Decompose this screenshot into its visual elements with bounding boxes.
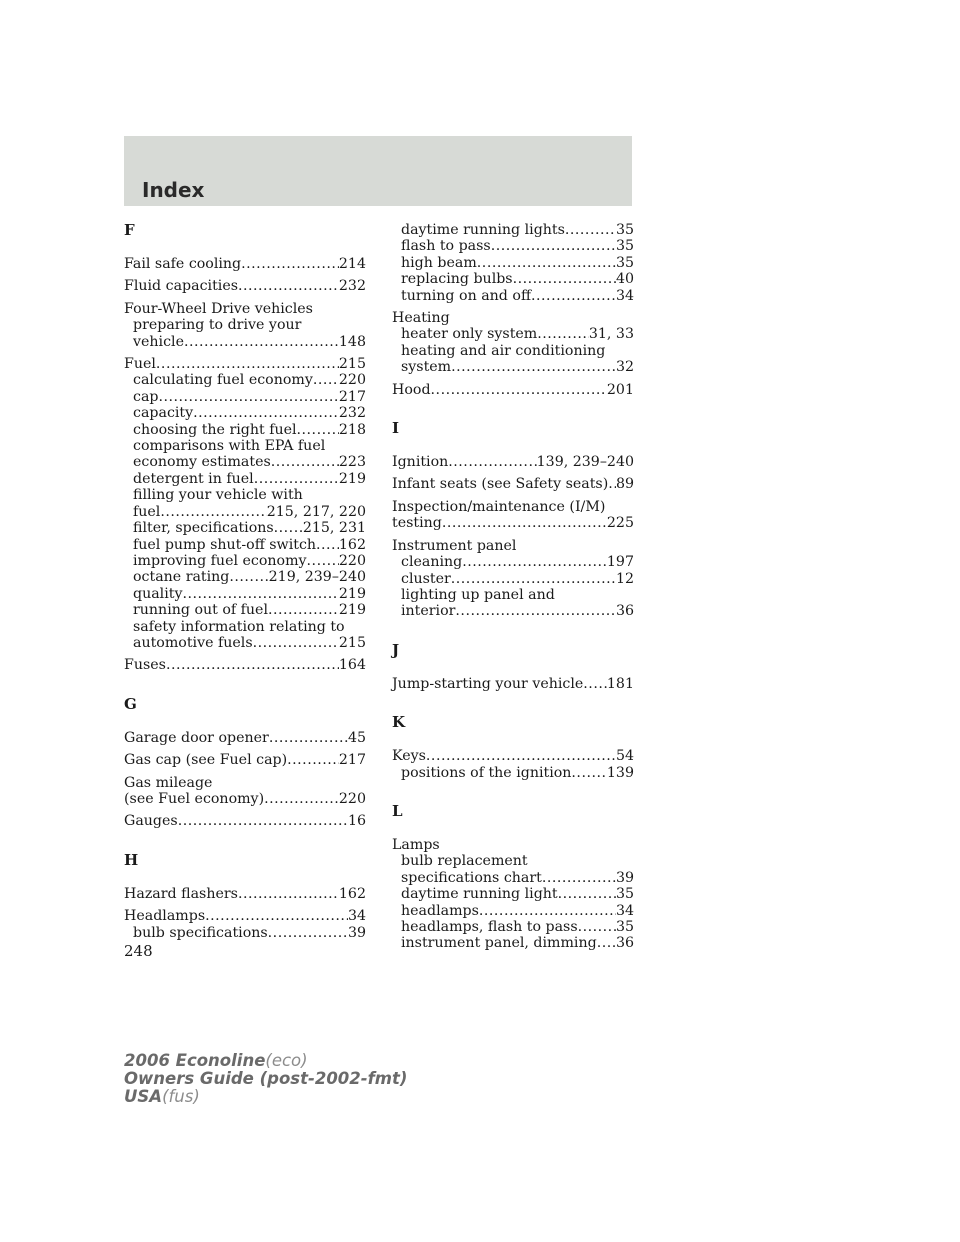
entry-page: 35 — [615, 238, 634, 255]
section-letter-l: L — [392, 801, 403, 820]
entry-subline — [124, 405, 366, 421]
index-entry — [124, 813, 366, 829]
entry-term: daytime running lights — [401, 222, 565, 238]
entry-term: filling your vehicle with — [133, 487, 303, 504]
entry-term: headlamps — [401, 902, 479, 919]
entry-subline — [124, 504, 366, 520]
entry-page: 214 — [338, 256, 366, 272]
entry-term: specifications chart — [401, 869, 542, 886]
index-column-right — [392, 222, 634, 958]
entry-page: 219, 239–240 — [268, 569, 366, 586]
entry-term: turning on and off — [401, 287, 532, 304]
entry-line — [392, 837, 634, 853]
entry-term: Four-Wheel Drive vehicles — [124, 300, 313, 317]
entry-page: 45 — [347, 729, 366, 746]
entry-subline — [124, 438, 366, 454]
entry-line — [124, 301, 366, 317]
entry-term: Fuel — [124, 356, 156, 373]
document-footer — [124, 1052, 407, 1106]
entry-page: 223 — [338, 454, 366, 471]
entry-term: Heating — [392, 310, 450, 327]
index-column-left — [124, 222, 366, 947]
index-entry — [124, 278, 366, 294]
entry-subline — [392, 359, 634, 375]
entry-page: 32 — [615, 359, 634, 376]
footer-guide: Owners Guide (post-2002-fmt) — [124, 1069, 408, 1088]
entry-page: 217 — [338, 752, 366, 769]
footer-market: USA — [124, 1087, 163, 1106]
index-entry — [124, 301, 366, 350]
entry-term: Ignition — [392, 454, 449, 471]
entry-term: fuel — [133, 503, 161, 520]
entry-page: 89 — [615, 476, 634, 493]
entry-term: Lamps — [392, 836, 440, 853]
entry-term: Headlamps — [124, 908, 206, 925]
entry-subline — [124, 389, 366, 405]
entry-term: preparing to drive your — [133, 317, 302, 334]
entry-page: 54 — [615, 748, 634, 765]
entry-page: 35 — [615, 886, 634, 903]
entry-subline — [392, 571, 634, 587]
entry-term: heating and air conditioning — [401, 342, 606, 359]
entry-term: daytime running light — [401, 886, 558, 903]
entry-line — [124, 356, 366, 372]
footer-model: 2006 Econoline — [124, 1051, 266, 1070]
entry-subline — [124, 602, 366, 618]
entry-subline — [124, 537, 366, 553]
entry-line — [392, 454, 634, 470]
entry-page: 220 — [338, 372, 366, 389]
entry-page: 201 — [606, 381, 634, 398]
entry-subline — [124, 520, 366, 536]
entry-page: 215, 231 — [302, 520, 366, 537]
entry-term: calculating fuel economy — [133, 372, 313, 389]
entry-page: 232 — [338, 278, 366, 295]
entry-subline — [392, 343, 634, 359]
section-letter-k: K — [392, 713, 406, 732]
entry-term: testing — [392, 515, 442, 532]
section-letter-i: I — [392, 419, 400, 438]
entry-term: filter, specifications — [133, 520, 274, 537]
index-entry — [392, 382, 634, 398]
entry-line — [392, 748, 634, 764]
entry-page: 139 — [606, 764, 634, 781]
entry-page: 148 — [338, 333, 366, 350]
entry-line — [392, 676, 634, 692]
entry-term: capacity — [133, 405, 194, 422]
index-entry — [392, 538, 634, 620]
entry-term: Infant seats (see Safety seats) — [392, 476, 609, 493]
entry-term: detergent in fuel — [133, 470, 254, 487]
entry-term: comparisons with EPA fuel — [133, 438, 326, 455]
entry-term: Garage door opener — [124, 729, 269, 746]
entry-term: automotive fuels — [133, 634, 253, 651]
entry-subline — [124, 372, 366, 388]
entry-term: safety information relating to — [133, 618, 345, 635]
entry-line — [392, 382, 634, 398]
entry-subline — [124, 317, 366, 333]
entry-subline — [124, 553, 366, 569]
entry-term: lighting up panel and — [401, 586, 555, 603]
entry-subline — [392, 935, 634, 951]
index-entry — [124, 356, 366, 651]
footer-line-3 — [124, 1088, 407, 1106]
entry-term: cap — [133, 388, 159, 405]
entry-subline — [392, 238, 634, 254]
entry-term: interior — [401, 603, 456, 620]
entry-term: improving fuel economy — [133, 552, 307, 569]
entry-line — [124, 908, 366, 924]
index-entry — [392, 476, 634, 492]
entry-page: 34 — [615, 287, 634, 304]
entry-page: 162 — [338, 536, 366, 553]
index-entry — [124, 657, 366, 673]
entry-page: 34 — [615, 902, 634, 919]
footer-market-code: (fus) — [162, 1087, 200, 1106]
entry-term: instrument panel, dimming — [401, 935, 597, 952]
entry-subline — [392, 288, 634, 304]
entry-term: heater only system — [401, 326, 538, 343]
index-entry — [392, 748, 634, 781]
entry-line — [392, 310, 634, 326]
entry-term: Gas mileage — [124, 774, 213, 791]
entry-term: replacing bulbs — [401, 271, 513, 288]
index-entry — [124, 730, 366, 746]
entry-page: 35 — [615, 918, 634, 935]
entry-subline — [392, 765, 634, 781]
entry-subline — [392, 554, 634, 570]
entry-term: high beam — [401, 254, 477, 271]
entry-term: fuel pump shut-off switch — [133, 536, 317, 553]
footer-line-2 — [124, 1070, 407, 1088]
entry-page: 220 — [338, 552, 366, 569]
entry-term: octane rating — [133, 569, 230, 586]
entry-page: 31, 33 — [588, 326, 634, 343]
entry-term: vehicle — [133, 333, 184, 350]
entry-page: 219 — [338, 602, 366, 619]
entry-page: 215 — [338, 356, 366, 373]
page-number: 248 — [124, 942, 153, 960]
entry-term: flash to pass — [401, 238, 491, 255]
entry-page: 139, 239–240 — [536, 454, 634, 471]
entry-page: 215 — [338, 634, 366, 651]
entry-subline — [392, 255, 634, 271]
entry-line — [124, 752, 366, 768]
section-letter-h: H — [124, 850, 139, 869]
entry-subline — [392, 870, 634, 886]
entry-term: cleaning — [401, 554, 463, 571]
entry-page: 225 — [606, 515, 634, 532]
entry-term: bulb replacement — [401, 853, 528, 870]
entry-line — [124, 256, 366, 272]
entry-term: Fail safe cooling — [124, 256, 242, 272]
entry-subline — [392, 603, 634, 619]
entry-page: 219 — [338, 585, 366, 602]
entry-page: 39 — [347, 924, 366, 941]
entry-subline — [392, 326, 634, 342]
entry-subline — [392, 271, 634, 287]
entry-line — [124, 775, 366, 791]
index-entry — [392, 454, 634, 470]
entry-term: Fluid capacities — [124, 278, 238, 295]
entry-page: 220 — [338, 790, 366, 807]
entry-page: 12 — [615, 570, 634, 587]
index-header-band — [124, 136, 632, 206]
entry-subline — [124, 487, 366, 503]
entry-subline — [124, 619, 366, 635]
section-letter-f: F — [124, 221, 135, 239]
entry-subline — [124, 334, 366, 350]
entry-term: choosing the right fuel — [133, 421, 297, 438]
entry-subline — [124, 422, 366, 438]
index-entry — [124, 752, 366, 768]
index-entry — [124, 908, 366, 941]
index-entry — [392, 837, 634, 952]
entry-page: 35 — [615, 222, 634, 238]
entry-line — [392, 499, 634, 515]
entry-subline — [392, 853, 634, 869]
entry-page: 40 — [615, 271, 634, 288]
entry-subline — [392, 587, 634, 603]
entry-page: 164 — [338, 657, 366, 674]
entry-line — [124, 657, 366, 673]
entry-term: Jump-starting your vehicle — [392, 675, 584, 692]
entry-page: 197 — [606, 554, 634, 571]
entry-term: Hood — [392, 381, 431, 398]
entry-page: 232 — [338, 405, 366, 422]
entry-term: running out of fuel — [133, 602, 268, 619]
entry-page: 217 — [338, 388, 366, 405]
entry-page: 34 — [347, 908, 366, 925]
entry-subline — [392, 886, 634, 902]
entry-page: 218 — [338, 421, 366, 438]
entry-term: bulb specifications — [133, 924, 268, 941]
entry-page: 36 — [615, 935, 634, 952]
entry-line — [392, 538, 634, 554]
entry-term: Hazard flashers — [124, 885, 238, 902]
entry-subline — [124, 471, 366, 487]
entry-subline — [124, 454, 366, 470]
entry-page: 181 — [606, 675, 634, 692]
entry-line — [124, 278, 366, 294]
section-letter-j: J — [392, 640, 400, 659]
entry-line — [124, 813, 366, 829]
entry-subline — [124, 635, 366, 651]
entry-line — [124, 730, 366, 746]
footer-line-1 — [124, 1052, 407, 1070]
entry-page: 39 — [615, 869, 634, 886]
page-title: Index — [142, 178, 205, 202]
entry-line — [124, 791, 366, 807]
index-entry — [392, 310, 634, 376]
entry-term: Keys — [392, 748, 426, 765]
section-letter-g: G — [124, 694, 137, 713]
entry-subline — [392, 222, 634, 238]
entry-line — [124, 886, 366, 902]
entry-term: Gauges — [124, 813, 178, 830]
entry-page: 219 — [338, 470, 366, 487]
footer-model-code: (eco) — [265, 1051, 308, 1070]
entry-term: quality — [133, 585, 183, 602]
entry-subline — [392, 919, 634, 935]
entry-subline — [124, 925, 366, 941]
entry-term: economy estimates — [133, 454, 271, 471]
index-entry — [124, 775, 366, 808]
index-entry — [392, 676, 634, 692]
index-entry — [124, 256, 366, 272]
entry-page: 16 — [347, 813, 366, 830]
entry-term: positions of the ignition — [401, 764, 572, 781]
entry-page: 215, 217, 220 — [266, 503, 366, 520]
entry-term: Instrument panel — [392, 537, 517, 554]
entry-term: system — [401, 359, 452, 376]
entry-subline — [124, 569, 366, 585]
entry-page: 36 — [615, 603, 634, 620]
entry-page: 162 — [338, 885, 366, 902]
entry-term: Inspection/maintenance (I/M) — [392, 498, 606, 515]
entry-term: (see Fuel economy) — [124, 790, 265, 807]
entry-term: Gas cap (see Fuel cap) — [124, 752, 288, 769]
index-entry — [392, 499, 634, 532]
index-entry — [392, 222, 634, 304]
entry-term: headlamps, flash to pass — [401, 918, 578, 935]
entry-term: cluster — [401, 570, 451, 587]
entry-subline — [124, 586, 366, 602]
entry-line — [392, 476, 634, 492]
index-entry — [124, 886, 366, 902]
entry-page: 35 — [615, 254, 634, 271]
entry-line — [392, 515, 634, 531]
entry-subline — [392, 903, 634, 919]
entry-term: Fuses — [124, 657, 166, 674]
